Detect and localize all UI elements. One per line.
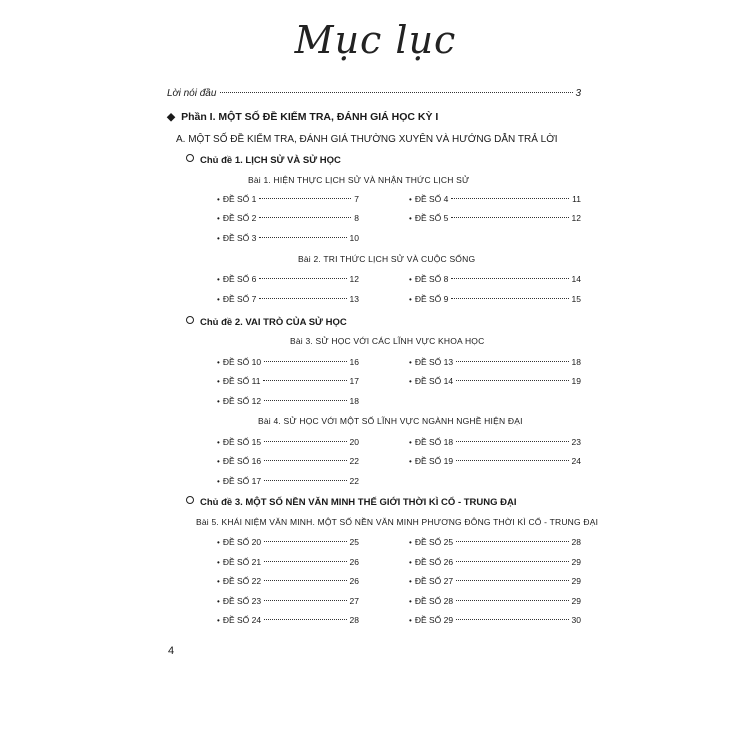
dot-leader	[259, 237, 346, 238]
toc-entry	[217, 537, 359, 547]
entry-page: 22	[349, 476, 359, 486]
circle-bullet-icon	[186, 316, 194, 324]
dot-leader	[264, 460, 346, 461]
bullet-icon: •	[409, 438, 412, 447]
bullet-icon: •	[409, 538, 412, 547]
toc-entry	[217, 596, 359, 606]
entry-page: 11	[572, 194, 581, 204]
preface-row	[167, 88, 581, 99]
entry-page: 13	[349, 294, 359, 304]
entry-label: ĐỀ SỐ 2	[222, 213, 257, 223]
bullet-icon: •	[409, 377, 412, 386]
toc-entry	[217, 376, 359, 386]
dot-leader	[456, 460, 568, 461]
toc-entry	[409, 294, 581, 304]
page-title: Mục lục	[294, 18, 457, 62]
toc-entry	[217, 194, 359, 204]
bullet-icon: •	[409, 358, 412, 367]
bullet-icon: •	[217, 397, 220, 406]
topic-heading	[186, 316, 347, 328]
entry-page: 12	[349, 274, 359, 284]
dot-leader	[264, 441, 346, 442]
section-heading: A. MỘT SỐ ĐỀ KIỂM TRA, ĐÁNH GIÁ THƯỜNG XUYÊN VÀ HƯỚNG DẪN TRẢ LỜI	[176, 134, 558, 145]
circle-bullet-icon	[186, 496, 194, 504]
entry-label: ĐỀ SỐ 14	[414, 376, 454, 386]
entry-label: ĐỀ SỐ 10	[222, 357, 262, 367]
entry-label: ĐỀ SỐ 4	[414, 194, 449, 204]
dot-leader	[263, 380, 346, 381]
dot-leader	[456, 561, 568, 562]
entry-label: ĐỀ SỐ 20	[222, 537, 262, 547]
dot-leader	[456, 619, 568, 620]
bullet-icon: •	[409, 275, 412, 284]
toc-entry	[217, 233, 359, 243]
toc-entry	[409, 456, 581, 466]
bullet-icon: •	[409, 616, 412, 625]
entry-label: ĐỀ SỐ 27	[414, 576, 454, 586]
entry-label: ĐỀ SỐ 5	[414, 213, 449, 223]
entry-label: ĐỀ SỐ 3	[222, 233, 257, 243]
entry-label: ĐỀ SỐ 25	[414, 537, 454, 547]
dot-leader	[264, 619, 346, 620]
dot-leader	[456, 361, 568, 362]
toc-entry	[409, 596, 581, 606]
entry-label: ĐỀ SỐ 19	[414, 456, 454, 466]
part-label: Phần I. MỘT SỐ ĐỀ KIỂM TRA, ĐÁNH GIÁ HỌC KỲ I	[181, 111, 439, 123]
entry-page: 23	[571, 437, 581, 447]
toc-entry	[217, 274, 359, 284]
entry-label: ĐỀ SỐ 18	[414, 437, 454, 447]
topic-label: Chủ đề 1. LỊCH SỬ VÀ SỬ HỌC	[200, 155, 341, 166]
entry-label: ĐỀ SỐ 22	[222, 576, 262, 586]
toc-entry	[409, 615, 581, 625]
dot-leader	[220, 92, 573, 93]
dot-leader	[451, 198, 569, 199]
dot-leader	[264, 480, 346, 481]
entry-page: 29	[571, 576, 581, 586]
entry-label: ĐỀ SỐ 13	[414, 357, 454, 367]
bullet-icon: •	[217, 234, 220, 243]
entry-label: ĐỀ SỐ 7	[222, 294, 257, 304]
toc-entry	[217, 476, 359, 486]
entry-page: 8	[354, 213, 359, 223]
dot-leader	[259, 298, 346, 299]
entry-label: ĐỀ SỐ 17	[222, 476, 262, 486]
entry-page: 16	[349, 357, 359, 367]
dot-leader	[264, 580, 346, 581]
topic-heading	[186, 496, 517, 508]
dot-leader	[259, 198, 351, 199]
entry-page: 25	[349, 537, 359, 547]
bullet-icon: •	[217, 477, 220, 486]
bullet-icon: •	[409, 597, 412, 606]
bullet-icon: •	[409, 457, 412, 466]
entry-page: 19	[571, 376, 581, 386]
dot-leader	[264, 600, 346, 601]
bullet-icon: •	[409, 214, 412, 223]
part-heading	[167, 111, 438, 123]
bullet-icon: •	[409, 577, 412, 586]
preface-page: 3	[575, 88, 581, 99]
entry-label: ĐỀ SỐ 11	[222, 376, 261, 386]
dot-leader	[456, 380, 568, 381]
entry-label: ĐỀ SỐ 1	[222, 194, 257, 204]
dot-leader	[451, 217, 568, 218]
bullet-icon: •	[217, 295, 220, 304]
page-number: 4	[168, 645, 175, 657]
entry-label: ĐỀ SỐ 12	[222, 396, 262, 406]
entry-page: 28	[571, 537, 581, 547]
entry-page: 27	[349, 596, 359, 606]
bullet-icon: •	[409, 558, 412, 567]
dot-leader	[451, 278, 568, 279]
dot-leader	[264, 541, 346, 542]
dot-leader	[456, 580, 568, 581]
toc-entry	[409, 213, 581, 223]
topic-heading	[186, 154, 341, 166]
preface-label: Lời nói đầu	[167, 88, 217, 99]
entry-label: ĐỀ SỐ 29	[414, 615, 454, 625]
toc-entry	[409, 274, 581, 284]
entry-page: 18	[571, 357, 581, 367]
dot-leader	[264, 361, 346, 362]
circle-bullet-icon	[186, 154, 194, 162]
entry-label: ĐỀ SỐ 15	[222, 437, 262, 447]
toc-entry	[217, 357, 359, 367]
toc-entry	[217, 615, 359, 625]
entry-page: 7	[354, 194, 359, 204]
entry-page: 26	[349, 557, 359, 567]
entry-label: ĐỀ SỐ 9	[414, 294, 449, 304]
dot-leader	[264, 561, 346, 562]
diamond-bullet-icon: ◆	[167, 111, 176, 123]
entry-page: 20	[349, 437, 359, 447]
lesson-heading: Bài 2. TRI THỨC LỊCH SỬ VÀ CUỘC SỐNG	[298, 254, 476, 264]
toc-entry	[409, 357, 581, 367]
entry-page: 12	[571, 213, 581, 223]
toc-entry	[409, 437, 581, 447]
entry-label: ĐỀ SỐ 6	[222, 274, 257, 284]
toc-entry	[409, 576, 581, 586]
bullet-icon: •	[217, 377, 220, 386]
bullet-icon: •	[217, 597, 220, 606]
toc-entry	[217, 557, 359, 567]
dot-leader	[264, 400, 346, 401]
lesson-heading: Bài 1. HIỆN THỰC LỊCH SỬ VÀ NHẬN THỨC LỊCH SỬ	[248, 175, 470, 185]
entry-label: ĐỀ SỐ 16	[222, 456, 262, 466]
toc-entry	[217, 437, 359, 447]
bullet-icon: •	[409, 295, 412, 304]
toc-entry	[217, 294, 359, 304]
entry-label: ĐỀ SỐ 23	[222, 596, 262, 606]
entry-label: ĐỀ SỐ 28	[414, 596, 454, 606]
dot-leader	[451, 298, 568, 299]
bullet-icon: •	[217, 275, 220, 284]
entry-page: 24	[571, 456, 581, 466]
bullet-icon: •	[217, 538, 220, 547]
entry-page: 30	[571, 615, 581, 625]
topic-label: Chủ đề 2. VAI TRÒ CỦA SỬ HỌC	[200, 317, 347, 328]
bullet-icon: •	[217, 616, 220, 625]
bullet-icon: •	[217, 195, 220, 204]
entry-page: 18	[349, 396, 359, 406]
entry-page: 22	[349, 456, 359, 466]
lesson-heading: Bài 5. KHÁI NIỆM VĂN MINH. MỘT SỐ NỀN VĂN MINH PHƯƠNG ĐÔNG THỜI KÌ CỔ - TRUNG ĐẠI	[196, 517, 599, 527]
bullet-icon: •	[217, 438, 220, 447]
entry-page: 14	[571, 274, 581, 284]
lesson-heading: Bài 3. SỬ HỌC VỚI CÁC LĨNH VỰC KHOA HỌC	[290, 336, 485, 346]
entry-page: 28	[349, 615, 359, 625]
entry-page: 29	[571, 596, 581, 606]
entry-page: 29	[571, 557, 581, 567]
bullet-icon: •	[217, 457, 220, 466]
toc-entry	[409, 557, 581, 567]
lesson-heading: Bài 4. SỬ HỌC VỚI MỘT SỐ LĨNH VỰC NGÀNH NGHỀ HIỆN ĐẠI	[258, 416, 523, 426]
entry-page: 17	[349, 376, 359, 386]
entry-page: 26	[349, 576, 359, 586]
toc-entry	[409, 537, 581, 547]
dot-leader	[456, 441, 568, 442]
toc-entry	[409, 194, 581, 204]
toc-entry	[217, 396, 359, 406]
bullet-icon: •	[217, 214, 220, 223]
entry-page: 10	[349, 233, 359, 243]
bullet-icon: •	[217, 358, 220, 367]
dot-leader	[259, 217, 351, 218]
dot-leader	[456, 600, 568, 601]
dot-leader	[456, 541, 568, 542]
toc-entry	[217, 213, 359, 223]
bullet-icon: •	[409, 195, 412, 204]
bullet-icon: •	[217, 558, 220, 567]
bullet-icon: •	[217, 577, 220, 586]
dot-leader	[259, 278, 346, 279]
entry-label: ĐỀ SỐ 8	[414, 274, 449, 284]
entry-label: ĐỀ SỐ 21	[222, 557, 262, 567]
entry-page: 15	[571, 294, 581, 304]
topic-label: Chủ đề 3. MỘT SỐ NỀN VĂN MINH THẾ GIỚI THỜI KÌ CỔ - TRUNG ĐẠI	[200, 497, 517, 508]
toc-entry	[217, 456, 359, 466]
entry-label: ĐỀ SỐ 24	[222, 615, 262, 625]
entry-label: ĐỀ SỐ 26	[414, 557, 454, 567]
toc-entry	[409, 376, 581, 386]
toc-entry	[217, 576, 359, 586]
